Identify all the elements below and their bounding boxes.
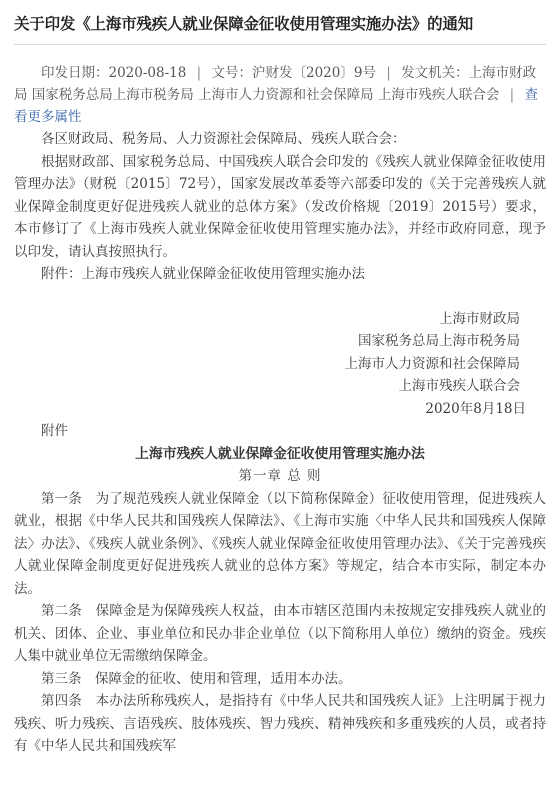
signatory: 国家税务总局上海市税务局: [358, 333, 520, 349]
attachment-line: 附件：上海市残疾人就业保障金征收使用管理实施办法: [41, 266, 365, 282]
title-divider: [14, 44, 546, 45]
meta-separator: |: [196, 65, 202, 81]
meta-separator: |: [509, 87, 515, 103]
issuer-value: 上海市财政局 国家税务总局上海市税务局 上海市人力资源和社会保障局 上海市残疾人联合会: [14, 65, 537, 103]
recipients: 各区财政局、税务局、人力资源社会保障局、残疾人联合会：: [41, 131, 406, 147]
document-meta: [14, 62, 546, 128]
view-more-link[interactable]: 查看更多属性: [14, 87, 539, 125]
document-body: [14, 128, 546, 758]
article: 第二条 保障金是为保障残疾人权益，由本市辖区范围内未按规定安排残疾人就业的机关、团体、企业、事业单位和民办非企业单位（以下简称用人单位）缴纳的资金。残疾人集中就业单位无需缴纳保障金。: [14, 603, 546, 664]
page-title: 关于印发《上海市残疾人就业保障金征收使用管理实施办法》的通知: [14, 15, 474, 33]
paragraph: 根据财政部、国家税务总局、中国残疾人联合会印发的《残疾人就业保障金征收使用管理办法》（财税〔2015〕72号），国家发展改革委等六部委印发的《关于完善残疾人就业保障金制度更好促进残疾人就业的总体方案》（发改价格规〔2019〕2015号）要求，本市修订了《上海市残疾人就业保障金征收使用管理实施办法》，并经市政府同意，现予以印发，请认真按照执行。: [14, 153, 546, 260]
document-number: 文号：沪财发〔2020〕9号: [211, 65, 376, 81]
signatory: 上海市人力资源和社会保障局: [344, 355, 520, 372]
attachment-label: 附件: [41, 423, 68, 439]
meta-separator: |: [386, 65, 391, 81]
signatory: 上海市财政局: [439, 310, 520, 327]
sign-date: 2020年8月18日: [425, 400, 526, 417]
attachment-title: 上海市残疾人就业保障金征收使用管理实施办法: [135, 445, 425, 462]
issue-date: 印发日期：2020-08-18: [41, 65, 187, 81]
chapter-heading: 第一章 总 则: [238, 468, 322, 484]
issuer-label: 发文机关：: [401, 65, 469, 81]
article: 第一条 为了规范残疾人就业保障金（以下简称保障金）征收使用管理，促进残疾人就业，根据《中华人民共和国残疾人保障法》、《上海市实施〈中华人民共和国残疾人保障法〉办法》、《残疾人就业条例》、《残疾人就业保障金征收使用管理办法》、《关于完善残疾人就业保障金制度更好促进残疾人就业的总体方案》等规定，结合本市实际，制定本办法。: [14, 490, 546, 597]
article: 第四条 本办法所称残疾人，是指持有《中华人民共和国残疾人证》上注明属于视力残疾、听力残疾、言语残疾、肢体残疾、智力残疾、精神残疾和多重残疾的人员，或者持有《中华人民共和国残疾军: [14, 693, 546, 754]
article: 第三条 保障金的征收、使用和管理，适用本办法。: [41, 670, 352, 687]
signatory: 上海市残疾人联合会: [398, 378, 520, 394]
spacer: [14, 286, 546, 308]
